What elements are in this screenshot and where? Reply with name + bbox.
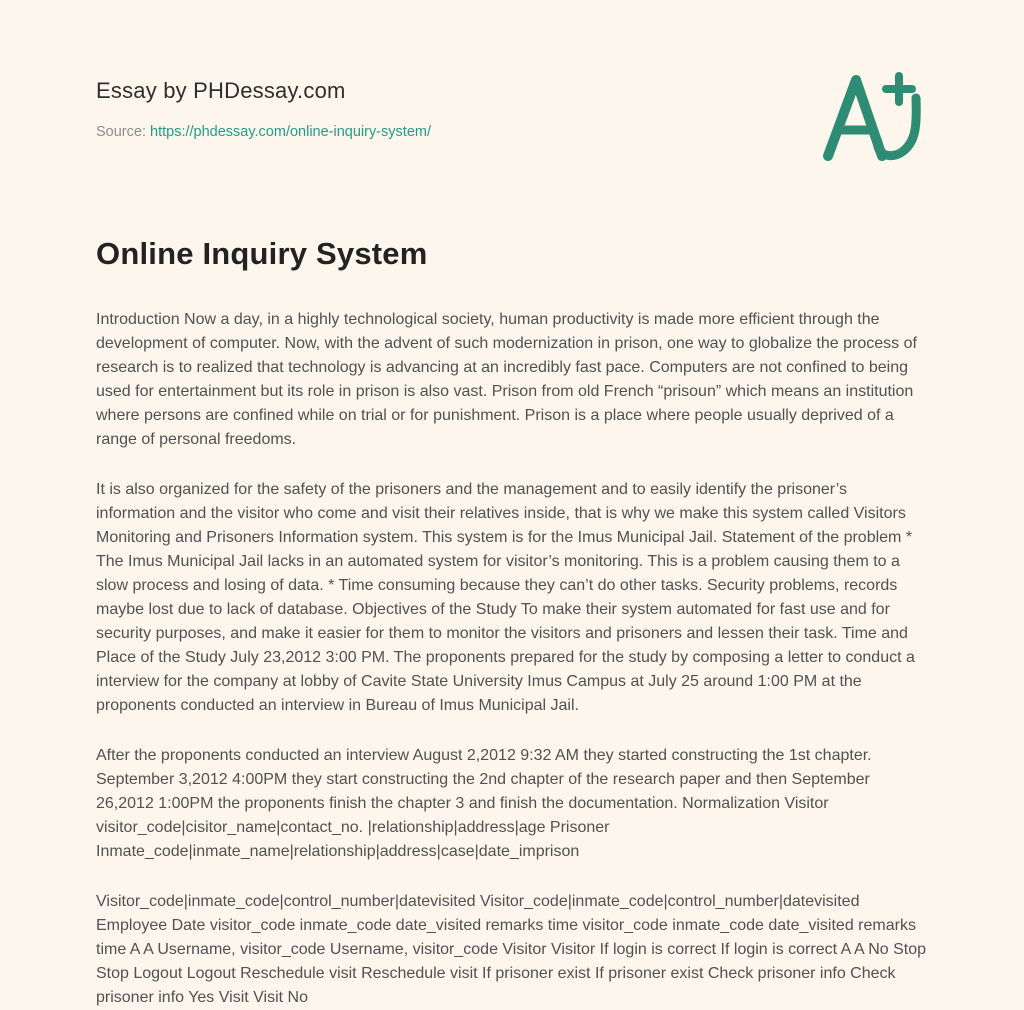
essay-paragraph: It is also organized for the safety of the prisoners and the management and to easily identify the prisoner’s information and the visitor who come and visit their relatives inside, that is why we make this system called Visitors Monitoring and Prisoners Information system. This system is for the Imus Municipal Jail. Statement of the problem * The Imus Municipal Jail lacks in an automated system for visitor’s monitoring. This is a problem causing them to a slow process and losing of data. * Time consuming because they can’t do other tasks. Security problems, records maybe lost due to lack of database. Objectives of the Study To make their system automated for fast use and for security purposes, and make it easier for them to monitor the visitors and prisoners and lessen their task. Time and Place of the Study July 23,2012 3:00 PM. The proponents prepared for the study by composing a letter to conduct a interview for the company at lobby of Cavite State University Imus Campus at July 25 around 1:00 PM at the proponents conducted an interview in Bureau of Imus Municipal Jail. — [96, 481, 915, 714]
phdessay-logo-icon — [820, 68, 932, 164]
header-text-block — [96, 78, 431, 140]
essay-paragraph: Visitor_code|inmate_code|control_number|datevisited Visitor_code|inmate_code|control_number|datevisited Employee Date visitor_code inmate_code date_visited remarks time visitor_code inmate_code date_visited remarks time A A Username, visitor_code Username, visitor_code Visitor Visitor If login is correct If login is correct A A No Stop Stop Logout Logout Reschedule visit Reschedule visit If prisoner exist If prisoner exist Check prisoner info Check prisoner info Yes Visit Visit No — [96, 893, 926, 1006]
source-label: Source: — [96, 124, 146, 140]
essay-title: Online Inquiry System — [96, 236, 428, 271]
essay-paragraph: Introduction Now a day, in a highly technological society, human productivity is made more efficient through the development of computer. Now, with the advent of such modernization in prison, one way to globalize the process of research is to realized that technology is advancing at an incredibly fast pace. Computers are not confined to being used for entertainment but its role in prison is also vast. Prison from old French “prisoun” which means an institution where persons are confined while on trial or for punishment. Prison is a place where people usually deprived of a range of personal freedoms. — [96, 311, 917, 448]
essay-byline: Essay by PHDessay.com — [96, 78, 346, 103]
source-url-link[interactable]: https://phdessay.com/online-inquiry-system/ — [150, 124, 432, 140]
source-line — [96, 124, 431, 140]
essay-paragraph: After the proponents conducted an interview August 2,2012 9:32 AM they started constructing the 1st chapter. September 3,2012 4:00PM they start constructing the 2nd chapter of the research paper and then September 26,2012 1:00PM the proponents finish the chapter 3 and finish the documentation. Normalization Visitor visitor_code|cisitor_name|contact_no. |relationship|address|age Prisoner Inmate_code|inmate_name|relationship|address|case|date_imprison — [96, 747, 872, 860]
essay-body — [96, 308, 928, 1010]
logo-svg — [820, 68, 932, 164]
page-header — [96, 78, 928, 140]
